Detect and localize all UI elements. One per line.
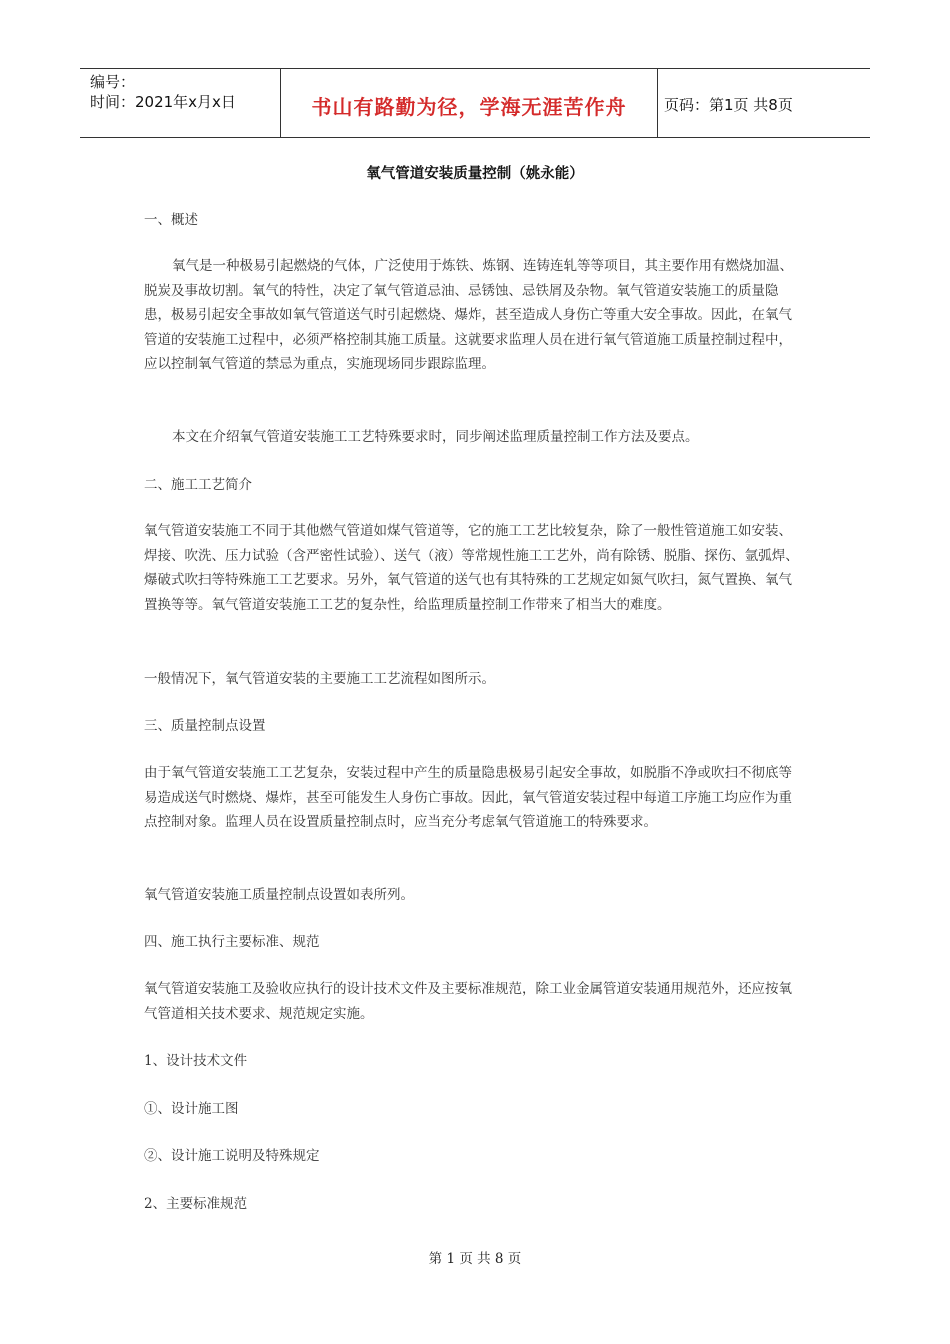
paragraph-control-1: 由于氧气管道安装施工工艺复杂，安装过程中产生的质量隐患极易引起安全事故，如脱脂不净或吹扫不彻底等易造成送气时燃烧、爆炸，甚至可能发生人身伤亡事故。因此，氧气管道安装过程中每道工序施工均应作为重点控制对象。监理人员在设置质量控制点时，应当充分考虑氧气管道施工的特殊要求。 (144, 765, 792, 830)
paragraph-overview-1: 氧气是一种极易引起燃烧的气体，广泛使用于炼铁、炼钢、连铸连轧等等项目，其主要作用有燃烧加温、脱炭及事故切割。氧气的特性，决定了氧气管道忌油、忌锈蚀、忌铁屑及杂物。氧气管道安装施工的质量隐患，极易引起安全事故如氧气管道送气时引起燃烧、爆炸，甚至造成人身伤亡等重大安全事故。因此，在氧气管道的安装施工过程中，必须严格控制其施工质量。这就要求监理人员在进行氧气管道施工质量控制过程中，应以控制氧气管道的禁忌为重点，实施现场同步跟踪监理。 (144, 258, 793, 372)
list-heading-design-docs: 1、设计技术文件 (144, 1053, 248, 1069)
paragraph-control-2: 氧气管道安装施工质量控制点设置如表所列。 (144, 887, 414, 903)
header-motto: 书山有路勤为径，学海无涯苦作舟 (311, 95, 627, 119)
doc-time-label: 时间：2021年x月x日 (90, 93, 236, 111)
header-left-cell (80, 69, 281, 137)
section-heading-standards: 四、施工执行主要标准、规范 (144, 934, 320, 950)
doc-code-label: 编号： (90, 73, 136, 91)
header-middle-cell (281, 69, 658, 137)
paragraph-process-1: 氧气管道安装施工不同于其他燃气管道如煤气管道等，它的施工工艺比较复杂，除了一般性管道施工如安装、焊接、吹洗、压力试验（含严密性试验）、送气（液）等常规性施工工艺外，尚有除锈、脱脂、探伤、氩弧焊、爆破式吹扫等特殊施工工艺要求。另外，氧气管道的送气也有其特殊的工艺规定如氮气吹扫，氮气置换、氧气置换等等。氧气管道安装施工工艺的复杂性，给监理质量控制工作带来了相当大的难度。 (144, 523, 799, 613)
document-title: 氧气管道安装质量控制（姚永能） (366, 166, 584, 182)
section-heading-overview: 一、概述 (144, 212, 198, 228)
header-right-cell (658, 69, 870, 137)
section-heading-process: 二、施工工艺简介 (144, 477, 252, 493)
list-item-construction-drawings: ①、设计施工图 (144, 1101, 239, 1117)
list-heading-main-standards: 2、主要标准规范 (144, 1196, 248, 1212)
page-footer: 第 1 页 共 8 页 (428, 1251, 522, 1267)
paragraph-process-2: 一般情况下，氧气管道安装的主要施工工艺流程如图所示。 (144, 671, 495, 687)
list-item-construction-notes: ②、设计施工说明及特殊规定 (144, 1148, 320, 1164)
paragraph-overview-2: 本文在介绍氧气管道安装施工工艺特殊要求时，同步阐述监理质量控制工作方法及要点。 (172, 429, 699, 445)
section-heading-control-points: 三、质量控制点设置 (144, 718, 266, 734)
paragraph-standards-1: 氧气管道安装施工及验收应执行的设计技术文件及主要标准规范，除工业金属管道安装通用规范外，还应按氧气管道相关技术要求、规范规定实施。 (144, 981, 792, 1022)
page-header (80, 68, 870, 138)
header-page-code: 页码：第1页 共8页 (664, 96, 793, 114)
